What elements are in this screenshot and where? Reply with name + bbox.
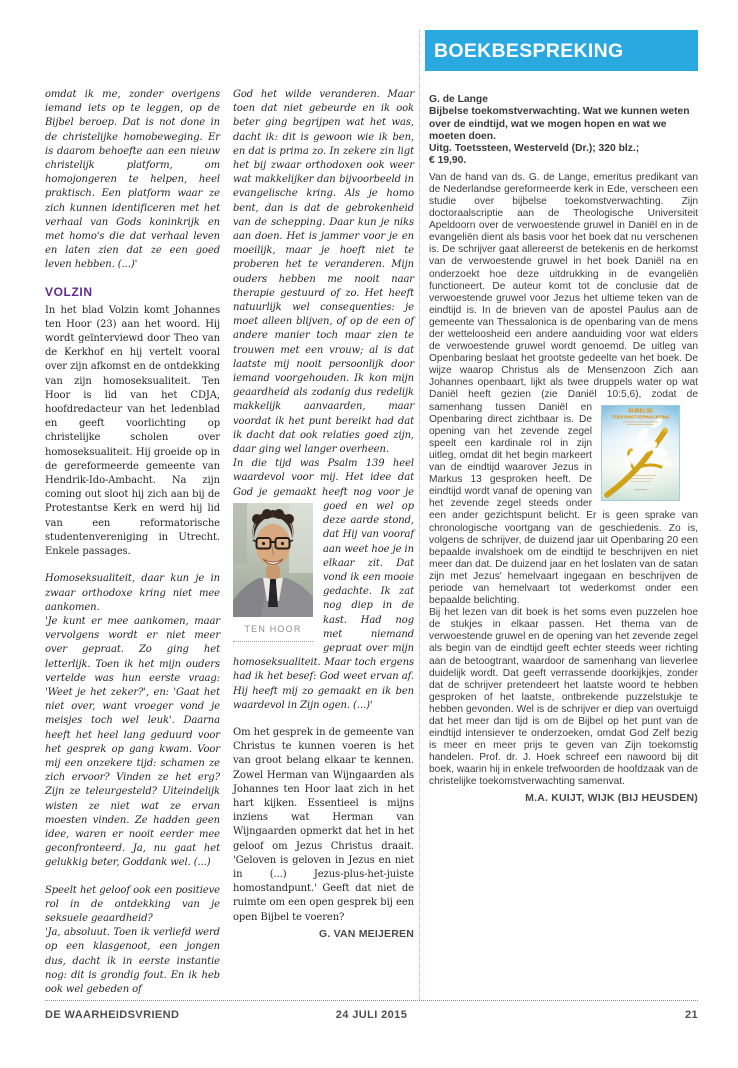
- review-body-paragraph2: Bij het lezen van dit boek is het soms even puzzelen hoe de stukjes in elkaar passen. Het thema van de verwoestende gruwel en de opening van het zevende zegel als begin van de eindtijd geeft echter steeds weer richting aan de betoogtrant, waardoor de samenhang van lieverlee duidelijk wordt. Dat geeft verrassende doorkijkjes, zonder dat de schrijver pretendeert het laatste woord te hebben gesproken of het laatste, ontbrekende puzzelstukje te hebben gevonden. Wel is de schrijver er diep van overtuigd dat het meer dan tijd is om de Bijbel op het punt van de eindtijd intensiever te onderzoeken, omdat God Zelf bezig is meer en meer prijs te geven van Zijn toekomstig handelen. Prof. dr. J. Hoek schreef een nawoord bij dit boek, waarin hij in enkele trefwoorden de hoofdzaak van de christelijke toekomstverwachting samenvat.: [429, 607, 698, 788]
- book-review-column: [429, 94, 698, 804]
- cover-title-line1: BIJBELSE: [628, 408, 653, 415]
- quote-continuation-paragraph: omdat ik me, zonder overigens iemand iets op te leggen, op de Bijbel beroep. Dat is not done in de christelijke homobeweging. Er is daarom behoefte aan een nieuw christelijk platform, om homojongeren te helpen, heel praktisch. Een platform waar ze zich kunnen identificeren met het verhaal van Gods koninkrijk en met homo's die dat verhaal leven en laten zien dat ze een goed leven hebben. (...)': [45, 89, 220, 271]
- book-price: € 19,90.: [429, 155, 467, 167]
- review-body-part1: Van de hand van ds. G. de Lange, emeritus predikant van de Nederlandse gereformeerde kerk in Ede, verscheen een studie over bijbelse toekomstverwachting. Zijn doctoraalscriptie aan de Theologische Universiteit Apeldoorn over de verwoestende gruwel in Daniël en in de evangeliën dient als basis voor het boek dat nu verschenen is. De schrijver gaat allereerst de betekenis en de herkomst van de verwoestende gruwel in het boek Daniël na en onderzoekt hoe deze uitdrukking in de evangeliën functioneert. De auteur komt tot de conclusie dat de verwoestende gruwel voor Jezus het ultieme teken van de eindtijd is. In de brieven van de apostel Paulus aan de gemeente van Thessalonica is de openbaring van de mens der wetteloosheid een andere aanduiding voor wat elders de verwoestende gruwel wordt genoemd. De uitleg van Openbaring beslaat het grootste gedeelte van het boek. De wijze waarop Christus als de Mensenzoon Zich aan Johannes openbaart, lijkt als twee druppels water op wat Daniël heeft gezien (zie Daniël 10:5,6), zodat: [429, 171, 698, 401]
- psalm-quote-rest: op deze aarde stond, dat Hij van vooraf aan weet hoe je in elkaar zit. Dat vond ik een mooie gedachte. Ik zat nog diep in de kast. Had nog met niemand gepraat over mijn homoseksualiteit. Maar toch ergens had ik het besef: God weet ervan af. Hij heeft mij zo gemaakt en ik ben waardevol in Zijn ogen. (...)': [233, 500, 414, 711]
- caption-divider: [233, 641, 313, 642]
- column-divider-dotted: [419, 30, 420, 1000]
- photo-caption: TEN HOOR: [244, 623, 302, 634]
- review-body-part2: de samenhang tussen Daniël en Openbaring direct zichtbaar is. De opening van het zevende zegel speelt een kardinale rol in zijn uitleg, omdat dit het begin markeert van de eindtijd waarover Jezus in Markus 13 gesproken heeft. De eindtijd wordt vanaf de opening van het zevende zegel steeds onder een ander gezichtspunt belicht. Er is geen sprake van chronologische voortgang van de geschiedenis. Zo is, volgens de schrijver, de duizend jaar uit Openbaring 20 een bepaalde invalshoek om de eindtijd te beschrijven en niet meer dan dat. De duizend jaar en het loslaten van de satan zijn met Jezus' hemelvaart ingegaan en beschrijven de periode van hemelvaart tot wederkomst onder een bepaalde belichting.: [429, 389, 698, 607]
- page-number: 21: [684, 1009, 698, 1021]
- ten-hoor-photo: [233, 503, 313, 617]
- issue-date: 24 JULI 2015: [335, 1009, 408, 1021]
- review-body-paragraph: [429, 172, 698, 607]
- book-author: G. de Lange: [429, 94, 488, 105]
- review-banner: [425, 30, 698, 71]
- review-banner-title: BOEKBESPREKING: [434, 40, 624, 62]
- book-cover-figure: [601, 405, 680, 501]
- interview-question: Homoseksualiteit, daar kun je in zwaar orthodoxe kring niet mee aankomen.: [45, 573, 220, 613]
- interview-question: Speelt het geloof ook een positieve rol in de ontdekking van je seksuele geaardheid?: [45, 884, 220, 924]
- section-heading-volzin: VOLZIN: [45, 284, 93, 299]
- closing-paragraph: Om het gesprek in de gemeente van Christus te kunnen voeren is het van groot belang elkaar te kennen. Zowel Herman van Wijngaarden als Johannes ten Hoor laat zich in het hart kijken. Essentieel is mijns inziens wat Herman van Wijngaarden opmerkt dat het in het geloof om Jezus Christus draait. 'Geloven is geloven in Jezus en niet in (...) Jezus-plus-het-juiste homostandpunt.' Geeft dat niet de ruimte om een open gesprek bij een open Bijbel te voeren?: [233, 726, 414, 923]
- article-intro-paragraph: In het blad Volzin komt Johannes ten Hoor (23) aan het woord. Hij wordt geïnterviewd door Theo van de Kerkhof en hij vertelt vooral over zijn afkomst en de ontdekking van zijn homoseksualiteit. Ten Hoor is lid van het CDJA, hoofdredacteur van het ledenblad en geeft voorlichting op christelijke scholen over homoseksualiteit. Hij groeide op in de gereformeerde gemeente van Hendrik-Ido-Ambacht. Na zijn coming out sloot hij zich aan bij de Protestantse Kerk en werd hij lid van een reformatorische studentenvereniging in Utrecht. Enkele passages.: [45, 304, 220, 558]
- page-footer: [45, 1000, 698, 1021]
- psalm-quote-paragraph: [233, 457, 414, 713]
- psalm-quote-start: In die tijd was Psalm 139 heel waardevol voor mij. Het idee dat God je gemaakt heeft nog voor je goed en wel: [233, 458, 414, 512]
- journal-name: DE WAARHEIDSVRIEND: [45, 1009, 180, 1021]
- interview-answer: 'Ja, absoluut. Toen ik verliefd werd op een klasgenoot, een jongen dus, dacht ik in eerste instantie nog: dit is grondig fout. En ik heb ook wel gebeden of: [45, 927, 220, 995]
- article-column-left: [45, 88, 220, 997]
- book-publisher: Uitg. Toetssteen, Westerveld (Dr.); 320 blz.;: [429, 143, 640, 155]
- interview-answer-continued: God het wilde veranderen. Maar toen dat niet gebeurde en ik ook beter ging begrijpen wat het was, dacht ik: dit is gewoon wie ik ben, en dat is prima zo. In zekere zin ligt het bij zwaar orthodoxen ook weer wat makkelijker dan bijvoorbeeld in evangelische kring. Als je homo bent, dan is dat de gebrokenheid van de schepping. Daar kun je niks aan doen. Het is jammer voor je en moeilijk, maar je hoeft niet te proberen het te veranderen. Mijn ouders hebben me nooit naar therapie gestuurd of zo. Het heeft natuurlijk wel consequenties: je moet alleen blijven, of op de een of andere manier toch maar zien te trouwen met een vrouw; al is dat laatste mij nooit persoonlijk door iemand voorgehouden. Ik kon mijn geaardheid als zodanig dus redelijk makkelijk aanvaarden, maar voordat ik het punt bereikt had dat ik dacht dat ook relaties goed zijn, daar ging wel langer overheen.: [233, 89, 414, 456]
- article-column-middle: [233, 88, 414, 940]
- book-cover-image: [601, 405, 680, 501]
- book-title: Bijbelse toekomstverwachting. Wat we kunnen weten over de eindtijd, wat we mogen hopen en wat we moeten doen.: [429, 106, 690, 142]
- cover-title-line2: TOEKOMSTVERWACHTING: [611, 414, 670, 420]
- interview-answer: 'Je kunt er mee aankomen, maar vervolgens wordt er niet meer over gepraat. Zo ging het letterlijk. Toen ik het mijn ouders vertelde was hun eerste vraag: 'Weet je het zeker?', en: 'Gaat het niet over, want vroeger vond je meisjes toch wel leuk'. Daarna heeft het heel lang geduurd voor het gesprek op gang kwam. Voor mij een onzekere tijd: schamen ze zich ervoor? Vinden ze het erg? Zijn ze teleurgesteld? Uiteindelijk wisten ze niet wat ze ervan moesten vinden. Ze hadden geen idee, waren er nooit eerder mee geconfronteerd. Ja, nu gaat het gelukkig beter, Goddank wel. (...): [45, 615, 220, 869]
- book-info-block: [429, 94, 698, 168]
- review-byline: M.A. KUIJT, WIJK (BIJ HEUSDEN): [525, 791, 698, 804]
- interviewee-photo-figure: [233, 503, 313, 642]
- reviewer-byline: G. VAN MEIJEREN: [319, 927, 414, 940]
